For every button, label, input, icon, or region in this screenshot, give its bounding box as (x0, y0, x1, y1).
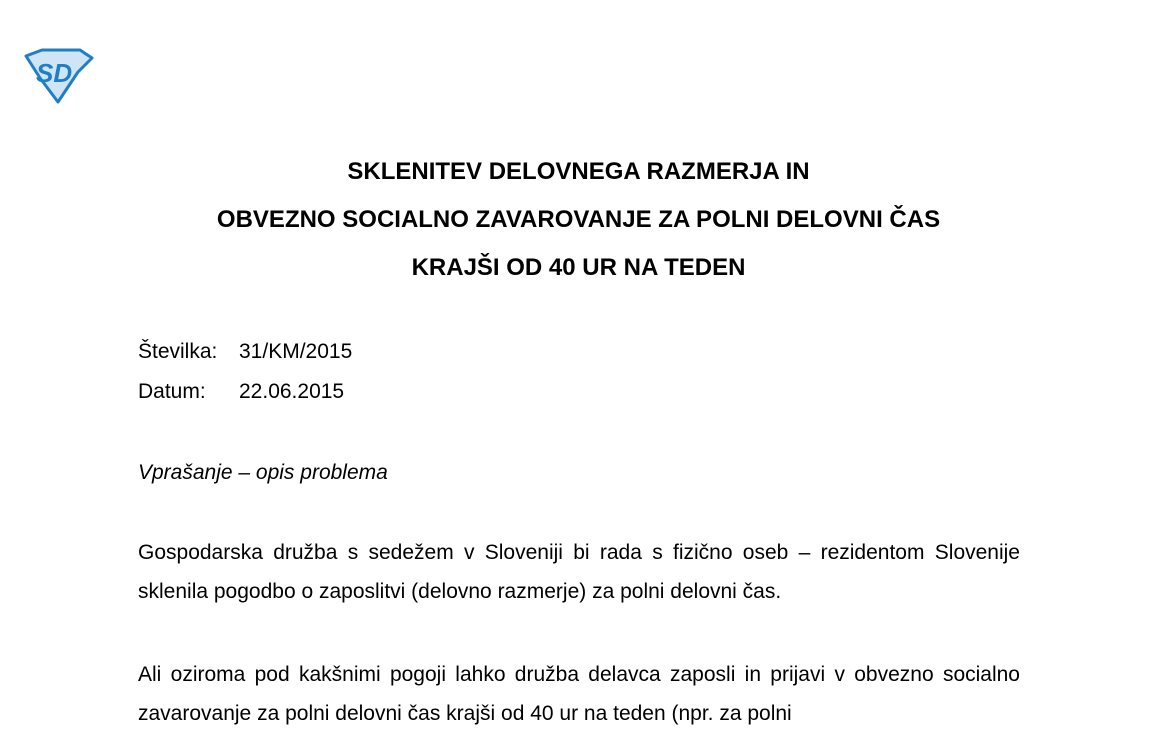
document-number-label: Številka: (138, 340, 218, 363)
logo-lettering: SD (36, 58, 73, 88)
paragraph-question: Ali oziroma pod kakšnimi pogoji lahko družba delavca zaposli in prijavi v obvezno socialno zavarovanje za polni delovni čas krajši od 40 ur na teden (npr. za polni (138, 663, 1020, 725)
document-title-line-3: KRAJŠI OD 40 UR NA TEDEN (411, 254, 746, 281)
document-date-label: Datum: (138, 380, 206, 403)
document-number-value: 31/KM/2015 (239, 340, 353, 363)
company-logo (22, 48, 94, 104)
paragraph-problem-description: Gospodarska družba s sedežem v Sloveniji bi rada s fizično oseb – rezidentom Slovenije sklenila pogodbo o zaposlitvi (delovno razmerje) za polni delovni čas. (138, 541, 1020, 603)
document-title-line-2: OBVEZNO SOCIALNO ZAVAROVANJE ZA POLNI DELOVNI ČAS (216, 206, 941, 233)
document-date-value: 22.06.2015 (239, 380, 345, 403)
document-date-row (138, 379, 344, 405)
document-number-row (138, 339, 352, 365)
question-heading: Vprašanje – opis problema (138, 461, 388, 484)
document-title-line-1: SKLENITEV DELOVNEGA RAZMERJA IN (347, 158, 810, 185)
